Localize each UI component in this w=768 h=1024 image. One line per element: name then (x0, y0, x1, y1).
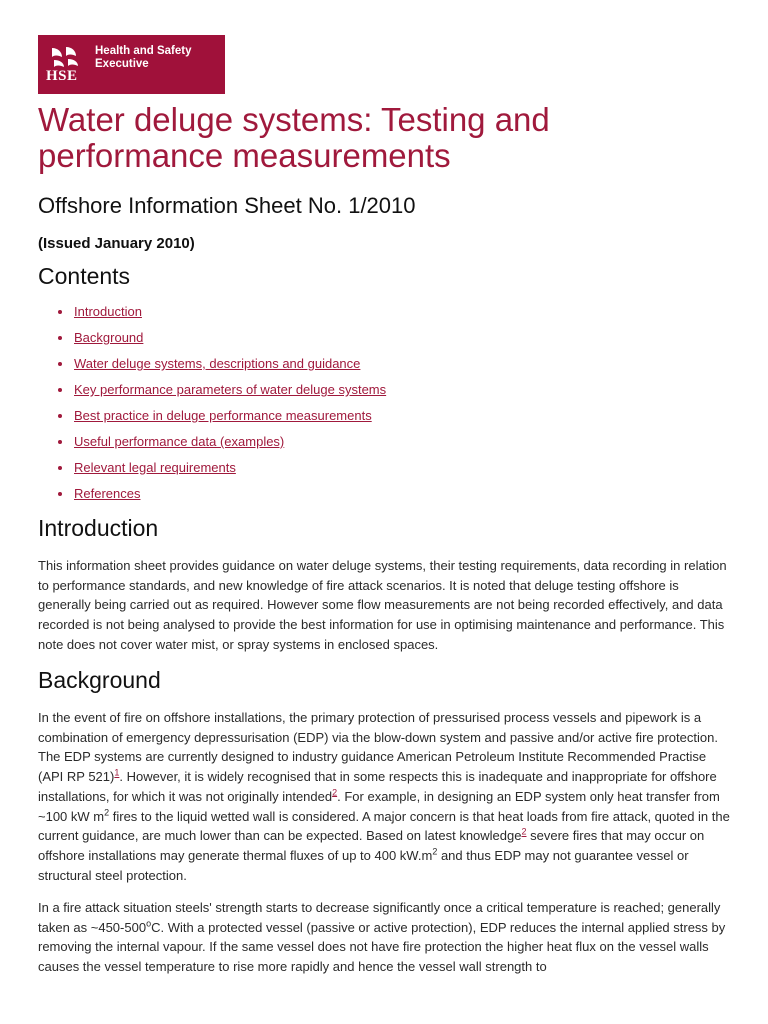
footnote-ref-2[interactable]: 2 (332, 787, 338, 798)
toc-link-references[interactable]: References (74, 486, 141, 501)
contents-list (74, 303, 386, 511)
background-heading: Background (38, 667, 161, 693)
logo-org-line-1: Health and Safety (95, 45, 192, 57)
exponent: 2 (432, 846, 438, 857)
toc-item (74, 459, 386, 485)
toc-link-legal-requirements[interactable]: Relevant legal requirements (74, 460, 236, 475)
exponent: 2 (104, 807, 110, 818)
logo-abbreviation: HSE (46, 68, 78, 84)
toc-item (74, 381, 386, 407)
toc-link-background[interactable]: Background (74, 330, 144, 345)
page-title: Water deluge systems: Testing and performance measurements (38, 101, 550, 174)
background-paragraph-2: In a fire attack situation steels' strength starts to decrease significantly once a critical temperature is reached; generally taken as ~450-500$^o$C. With a protected vessel (passive or active protection), EDP reduces the internal applied stress by removing the internal vapour. If the same vessel does not have fire protection the higher heat flux on the vessel walls causes the vessel temperature to rise more rapidly and hence the vessel wall strength to (38, 900, 726, 975)
footnote-ref-2b[interactable]: 2 (521, 826, 527, 837)
toc-item (74, 407, 386, 433)
contents-heading: Contents (38, 263, 131, 289)
introduction-paragraph: This information sheet provides guidance on water deluge systems, their testing requirements, data recording in relation to performance standards, and new knowledge of fire attack scenarios. It is noted that deluge testing offshore is generally being carried out as required. However some flow measurements are not being recorded effectively, and data recorded is not being analysed to provide the best information for use in optimising maintenance and performance. This note does not cover water mist, or spray systems in enclosed spaces. (38, 558, 727, 652)
introduction-heading: Introduction (38, 515, 159, 541)
hse-logo[interactable] (38, 35, 225, 94)
toc-link-introduction[interactable]: Introduction (74, 304, 142, 319)
toc-item (74, 433, 386, 459)
toc-item (74, 329, 386, 355)
toc-link-key-parameters[interactable]: Key performance parameters of water deluge systems (74, 382, 387, 397)
logo-org-line-2: Executive (95, 58, 149, 70)
toc-item (74, 303, 386, 329)
toc-item (74, 355, 386, 381)
toc-link-best-practice[interactable]: Best practice in deluge performance measurements (74, 408, 372, 423)
degree-sign: o (146, 918, 152, 929)
toc-link-deluge-systems[interactable]: Water deluge systems, descriptions and guidance (74, 356, 361, 371)
page-subtitle: Offshore Information Sheet No. 1/2010 (38, 193, 416, 218)
footnote-ref-1[interactable]: 1 (114, 767, 120, 778)
background-paragraph-1: In the event of fire on offshore installations, the primary protection of pressurised process vessels and pipework is a combination of emergency depressurisation (EDP) via the blow-down system and passive and/or active fire protection. The EDP systems are currently designed to industry guidance American Petroleum Institute Recommended Practise (API RP 521)$^1$. However, it is widely recognised that in some respects this is inadequate and inappropriate for offshore installations, for which it was not originally intended$^2$. For example, in designing an EDP system only heat transfer from ~100 kW $m^2$ fires to the liquid wetted wall is considered. A major concern is that heat loads from fire attack, quoted in the current guidance, are much lower than can be expected. Based on latest knowledge$^2$ severe fires that may occur on offshore installations may generate thermal fluxes of up to 400 $kW.m^2$ and thus EDP may not guarantee vessel or structural steel protection. (38, 710, 730, 883)
issue-date: (Issued January 2010) (38, 235, 195, 252)
toc-item (74, 485, 386, 511)
toc-link-performance-data[interactable]: Useful performance data (examples) (74, 434, 285, 449)
